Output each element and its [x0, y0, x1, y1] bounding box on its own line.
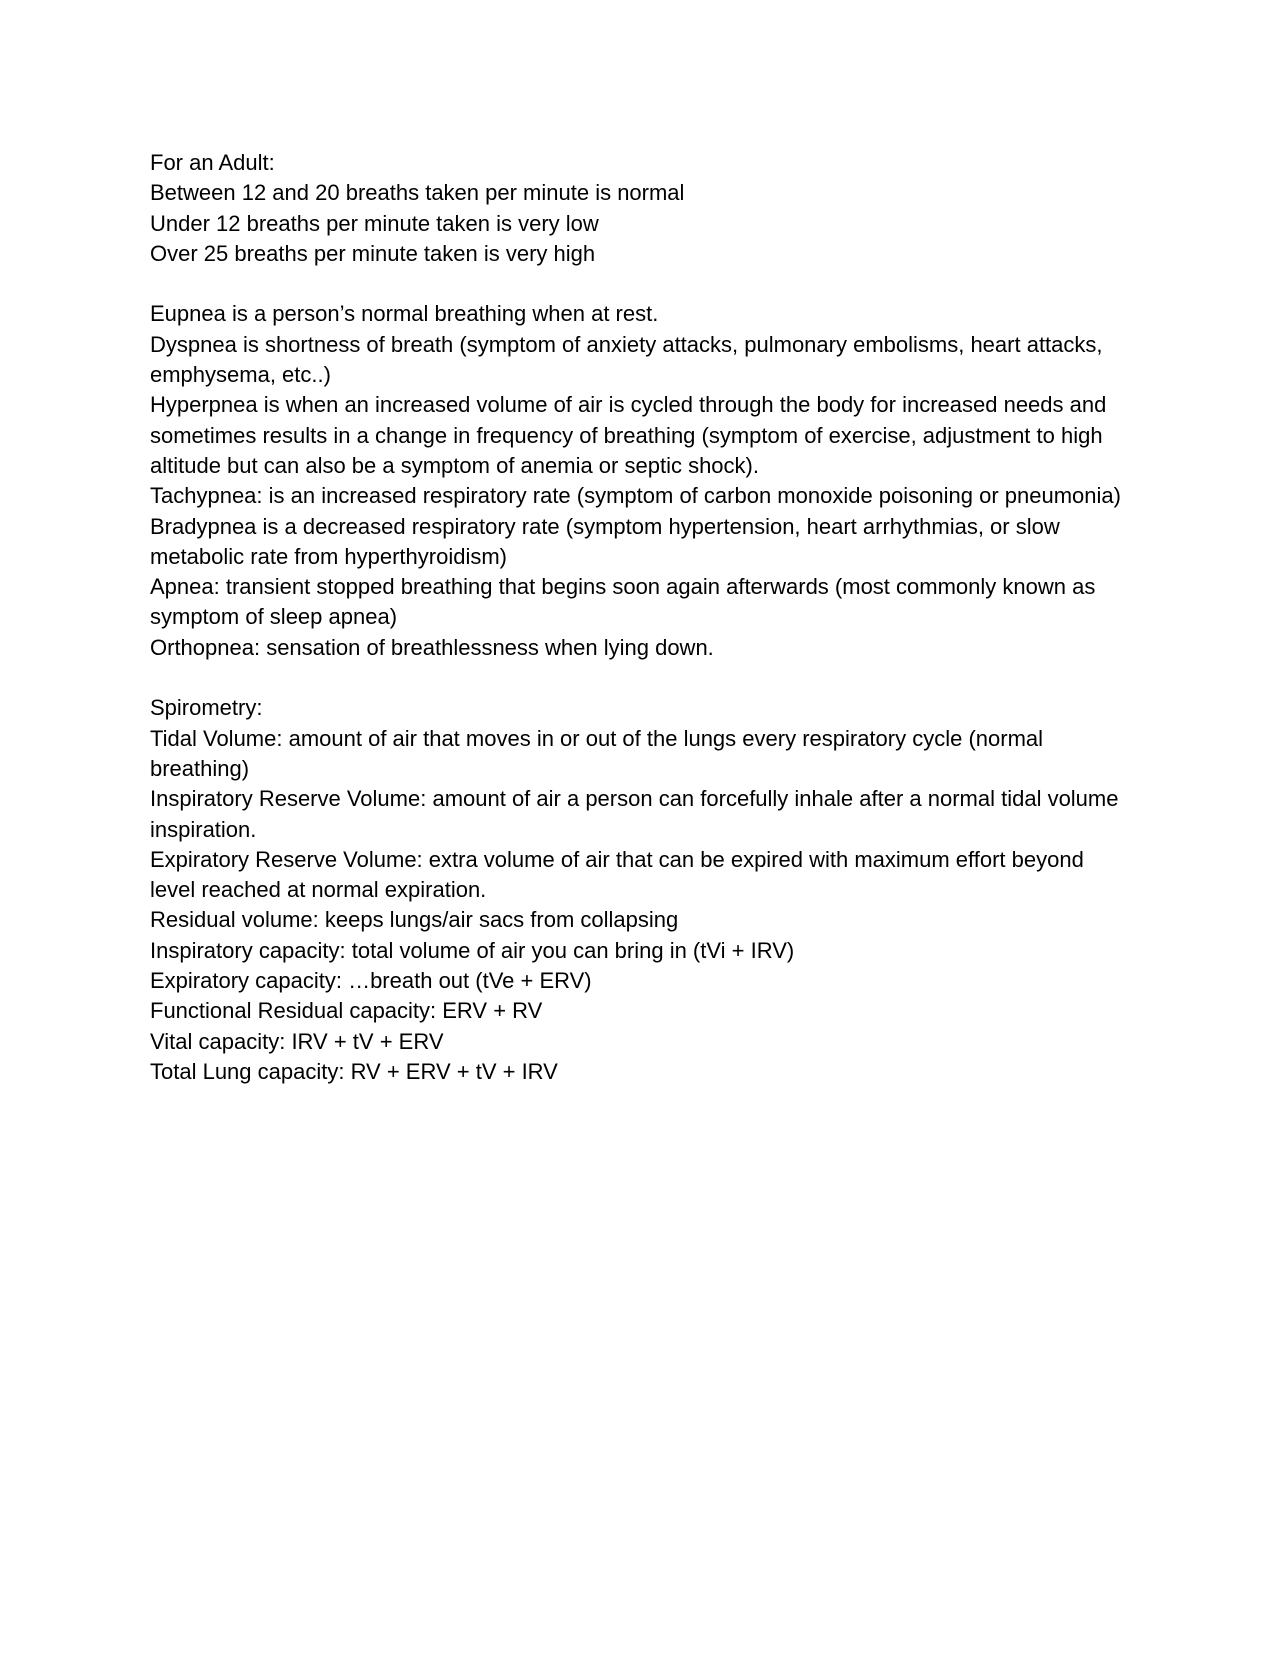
- definition-tachypnea: Tachypnea: is an increased respiratory rate (symptom of carbon monoxide poisoning or pneumonia): [150, 483, 1121, 509]
- paragraph-gap: [150, 663, 1130, 693]
- spirometry-expiratory-reserve-volume: Expiratory Reserve Volume: extra volume of air that can be expired with maximum effort beyond level reached at normal expiration.: [150, 846, 1084, 903]
- section-heading-adult: For an Adult:: [150, 150, 275, 175]
- adult-rate-normal: Between 12 and 20 breaths taken per minute is normal: [150, 180, 685, 206]
- spirometry-expiratory-capacity: Expiratory capacity: …breath out (tVe + ERV): [150, 968, 592, 994]
- spirometry-vital-capacity: Vital capacity: IRV + tV + ERV: [150, 1028, 444, 1054]
- spirometry-inspiratory-reserve-volume: Inspiratory Reserve Volume: amount of air a person can forcefully inhale after a normal tidal volume inspiration.: [150, 786, 1119, 842]
- document-body: [150, 148, 1130, 1087]
- definition-dyspnea: Dyspnea is shortness of breath (symptom of anxiety attacks, pulmonary embolisms, heart attacks, emphysema, etc..): [150, 331, 1103, 388]
- adult-rate-high: Over 25 breaths per minute taken is very high: [150, 240, 596, 266]
- paragraph-gap: [150, 269, 1130, 299]
- definition-orthopnea: Orthopnea: sensation of breathlessness when lying down.: [150, 634, 714, 660]
- definition-eupnea: Eupnea is a person’s normal breathing when at rest.: [150, 301, 659, 327]
- spirometry-inspiratory-capacity: Inspiratory capacity: total volume of air you can bring in (tVi + IRV): [150, 937, 795, 963]
- spirometry-total-lung-capacity: Total Lung capacity: RV + ERV + tV + IRV: [150, 1058, 558, 1084]
- definition-bradypnea: Bradypnea is a decreased respiratory rate (symptom hypertension, heart arrhythmias, or slow metabolic rate from hyperthyroidism): [150, 513, 1060, 569]
- definition-hyperpnea: Hyperpnea is when an increased volume of air is cycled through the body for increased needs and sometimes results in a change in frequency of breathing (symptom of exercise, adjustment to high altitude but can also be a symptom of anemia or septic shock).: [150, 392, 1107, 478]
- adult-rate-low: Under 12 breaths per minute taken is very low: [150, 210, 599, 236]
- section-heading-spirometry: Spirometry:: [150, 695, 263, 721]
- definition-apnea: Apnea: transient stopped breathing that begins soon again afterwards (most commonly known as symptom of sleep apnea): [150, 574, 1096, 630]
- spirometry-tidal-volume: Tidal Volume: amount of air that moves in or out of the lungs every respiratory cycle (normal breathing): [150, 725, 1044, 781]
- spirometry-residual-volume: Residual volume: keeps lungs/air sacs from collapsing: [150, 907, 679, 933]
- spirometry-functional-residual-capacity: Functional Residual capacity: ERV + RV: [150, 998, 543, 1024]
